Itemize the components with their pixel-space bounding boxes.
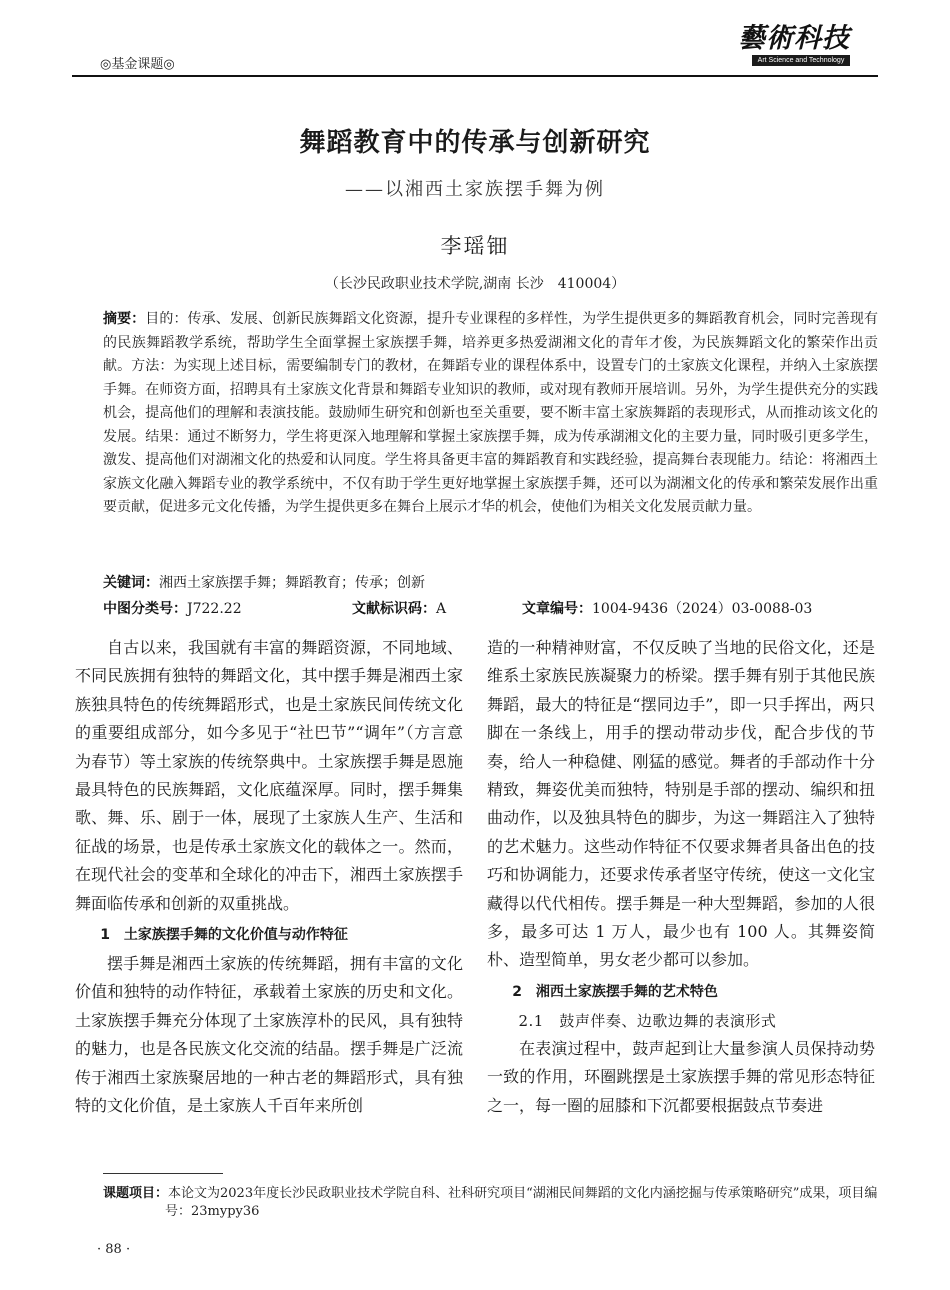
section-heading-1: 1 土家族摆手舞的文化价值与动作特征: [100, 927, 348, 944]
body-paragraph: 自古以来，我国就有丰富的舞蹈资源，不同地域、不同民族拥有独特的舞蹈文化，其中摆手舞是湘西土家族独具特色的传统舞蹈形式，也是土家族民间传统文化的重要组成部分，如今多见于“社巴节”“调年”（方言意为春节）等土家族的传统祭典中。土家族摆手舞是恩施最具特色的民族舞蹈，文化底蕴深厚。同时，摆手舞集歌、舞、乐、剧于一体，展现了土家族人生产、生活和征战的场景，也是传承土家族文化的载体之一。然而，在现代社会的变革和全球化的冲击下，湘西土家族摆手舞面临传承和创新的双重挑战。: [75, 638, 463, 913]
keywords: [103, 572, 878, 592]
footnote-label: 课题项目：: [103, 1186, 169, 1201]
logo-subtitle: Art Science and Technology: [752, 55, 850, 66]
article-number-value: 1004-9436（2024）03-0088-03: [592, 601, 813, 617]
keywords-text: 湘西土家族摆手舞；舞蹈教育；传承；创新: [159, 575, 425, 591]
article-title: 舞蹈教育中的传承与创新研究: [299, 128, 651, 158]
section-heading-2: 2 湘西土家族摆手舞的艺术特色: [512, 983, 718, 1000]
body-paragraph: 造的一种精神财富，不仅反映了当地的民俗文化，还是维系土家族民族凝聚力的桥梁。摆手舞有别于其他民族舞蹈，最大的特征是“摆同边手”，即一只手挥出，两只脚在一条线上，用手的摆动带动步伐，配合步伐的节奏，给人一种稳健、刚猛的感觉。舞者的手部动作十分精致，舞姿优美而独特，特别是手部的摆动、编织和扭曲动作，以及独具特色的脚步，为这一舞蹈注入了独特的艺术魅力。这些动作特征不仅要求舞者具备出色的技巧和协调能力，还要求传承者坚守传统，使这一文化宝藏得以代代相传。摆手舞是一种大型舞蹈，参加的人很多，最多可达 1 万人，最少也有 100 人。其舞姿简朴、造型简单，男女老少都可以参加。: [487, 638, 875, 970]
article-subtitle: ——以湘西土家族摆手舞为例: [345, 179, 605, 200]
right-column: [487, 634, 875, 1120]
clc-value: J722.22: [187, 601, 242, 617]
doc-code-label: 文献标识码：: [352, 601, 436, 617]
section-tag: ◎基金课题◎: [100, 56, 175, 71]
subsection-heading-2-1: 2.1 鼓声伴奏、边歌边舞的表演形式: [518, 1011, 777, 1030]
journal-logo: [738, 14, 850, 68]
abstract-label: 摘要：: [103, 311, 146, 327]
author-name: 李瑶钿: [440, 234, 510, 258]
footnote: [103, 1185, 878, 1221]
article-number: [522, 598, 812, 618]
left-column: [75, 634, 463, 1121]
footnote-rule: [103, 1173, 223, 1174]
page-number: · 88 ·: [97, 1242, 131, 1257]
abstract: [103, 308, 878, 520]
footnote-text: 本论文为2023年度长沙民政职业技术学院自科、社科研究项目“湖湘民间舞蹈的文化内涵挖掘与传承策略研究”成果，项目编号：23mypy36: [165, 1186, 878, 1219]
header-rule: [72, 75, 878, 77]
clc-label: 中图分类号：: [103, 601, 187, 617]
body-paragraph: 摆手舞是湘西土家族的传统舞蹈，拥有丰富的文化价值和独特的动作特征，承载着土家族的历史和文化。土家族摆手舞充分体现了土家族淳朴的民风，具有独特的魅力，也是各民族文化交流的结晶。摆手舞是广泛流传于湘西土家族聚居地的一种古老的舞蹈形式，具有独特的文化价值，是土家族人千百年来所创: [75, 954, 463, 1116]
clc-number: [103, 598, 242, 618]
abstract-text: 目的：传承、发展、创新民族舞蹈文化资源，提升专业课程的多样性，为学生提供更多的舞蹈教育机会，同时完善现有的民族舞蹈教学系统，帮助学生全面掌握土家族摆手舞，培养更多热爱湖湘文化的青年才俊，为民族舞蹈文化的繁荣作出贡献。方法：为实现上述目标，需要编制专门的教材，在舞蹈专业的课程体系中，设置专门的土家族文化课程，并纳入土家族摆手舞。在师资方面，招聘具有土家族文化背景和舞蹈专业知识的教师，或对现有教师开展培训。另外，为学生提供充分的实践机会，提高他们的理解和表演技能。鼓励师生研究和创新也至关重要，要不断丰富土家族舞蹈的表现形式，从而推动该文化的发展。结果：通过不断努力，学生将更深入地理解和掌握土家族摆手舞，成为传承湖湘文化的主要力量，同时吸引更多学生，激发、提高他们对湖湘文化的热爱和认同度。学生将具备更丰富的舞蹈教育和实践经验，提高舞台表现能力。结论：将湘西土家族文化融入舞蹈专业的教学系统中，不仅有助于学生更好地掌握土家族摆手舞，还可以为湖湘文化的传承和繁荣发展作出重要贡献，促进多元文化传播，为学生提供更多在舞台上展示才华的机会，使他们为相关文化发展贡献力量。: [103, 311, 879, 515]
document-code: [352, 598, 446, 618]
logo-text: 藝術科技: [738, 23, 850, 54]
keywords-label: 关键词：: [103, 575, 159, 591]
author-affiliation: （长沙民政职业技术学院,湖南 长沙 410004）: [324, 276, 626, 292]
article-number-label: 文章编号：: [522, 601, 592, 617]
doc-code-value: A: [436, 601, 447, 617]
body-paragraph: 在表演过程中，鼓声起到让大量参演人员保持动势一致的作用，环圈跳摆是土家族摆手舞的常见形态特征之一，每一圈的屈膝和下沉都要根据鼓点节奏进: [487, 1038, 875, 1115]
